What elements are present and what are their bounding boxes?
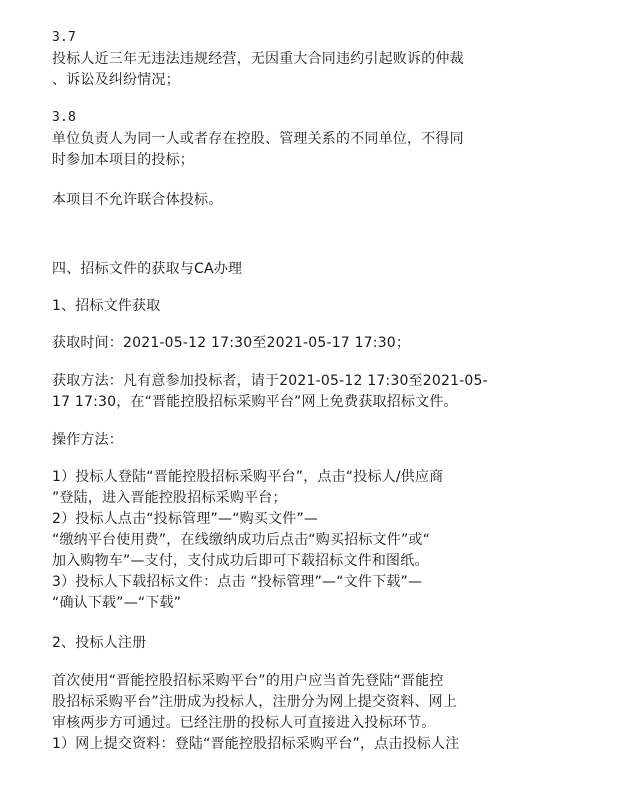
- section-number-3-7: 3.7: [52, 30, 77, 45]
- paragraph-line: 、诉讼及纠纷情况；: [52, 72, 180, 88]
- acquisition-time: 获取时间：2021-05-12 17:30至2021-05-17 17:30；: [52, 335, 411, 351]
- paragraph-line: 首次使用“晋能控股招标采购平台”的用户应当首先登陆“晋能控: [52, 673, 444, 689]
- section-number-3-8: 3.8: [52, 110, 77, 125]
- paragraph-line: 股招标采购平台”注册成为投标人，注册分为网上提交资料、网上: [52, 694, 458, 710]
- paragraph-line: 获取方法：凡有意参加投标者，请于2021-05-12 17:30至2021-05-: [52, 373, 488, 389]
- paragraph-line: 时参加本项目的投标；: [52, 152, 194, 168]
- paragraph-line: 投标人近三年无违法违规经营，无因重大合同违约引起败诉的仲裁: [52, 51, 464, 67]
- paragraph-line: “确认下载”—“下载”: [52, 595, 182, 611]
- paragraph-line: 审核两步方可通过。已经注册的投标人可直接进入投标环节。: [52, 715, 436, 731]
- operation-label: 操作方法：: [52, 432, 123, 448]
- paragraph-line: 加入购物车”—支付，支付成功后即可下载招标文件和图纸。: [52, 553, 429, 569]
- paragraph-line: 本项目不允许联合体投标。: [52, 192, 223, 208]
- paragraph-line: “缴纳平台使用费”，在线缴纳成功后点击“购买招标文件”或“: [52, 532, 431, 548]
- paragraph-line: 3）投标人下载招标文件：点击 “投标管理”—“文件下载”—: [52, 574, 423, 590]
- subsection-heading: 2、投标人注册: [52, 635, 147, 651]
- paragraph-line: 2）投标人点击“投标管理”—“购买文件”—: [52, 511, 319, 527]
- section-heading: 四、招标文件的获取与CA办理: [52, 261, 243, 277]
- paragraph-line: 17 17:30，在“晋能控股招标采购平台”网上免费获取招标文件。: [52, 394, 458, 410]
- paragraph-line: ”登陆，进入晋能控股招标采购平台；: [52, 490, 287, 506]
- subsection-heading: 1、招标文件获取: [52, 298, 161, 314]
- paragraph-line: 1）投标人登陆“晋能控股招标采购平台”，点击“投标人/供应商: [52, 469, 444, 485]
- paragraph-line: 单位负责人为同一人或者存在控股、管理关系的不同单位，不得同: [52, 131, 464, 147]
- paragraph-line: 1）网上提交资料：登陆“晋能控股招标采购平台”，点击投标人注: [52, 736, 460, 752]
